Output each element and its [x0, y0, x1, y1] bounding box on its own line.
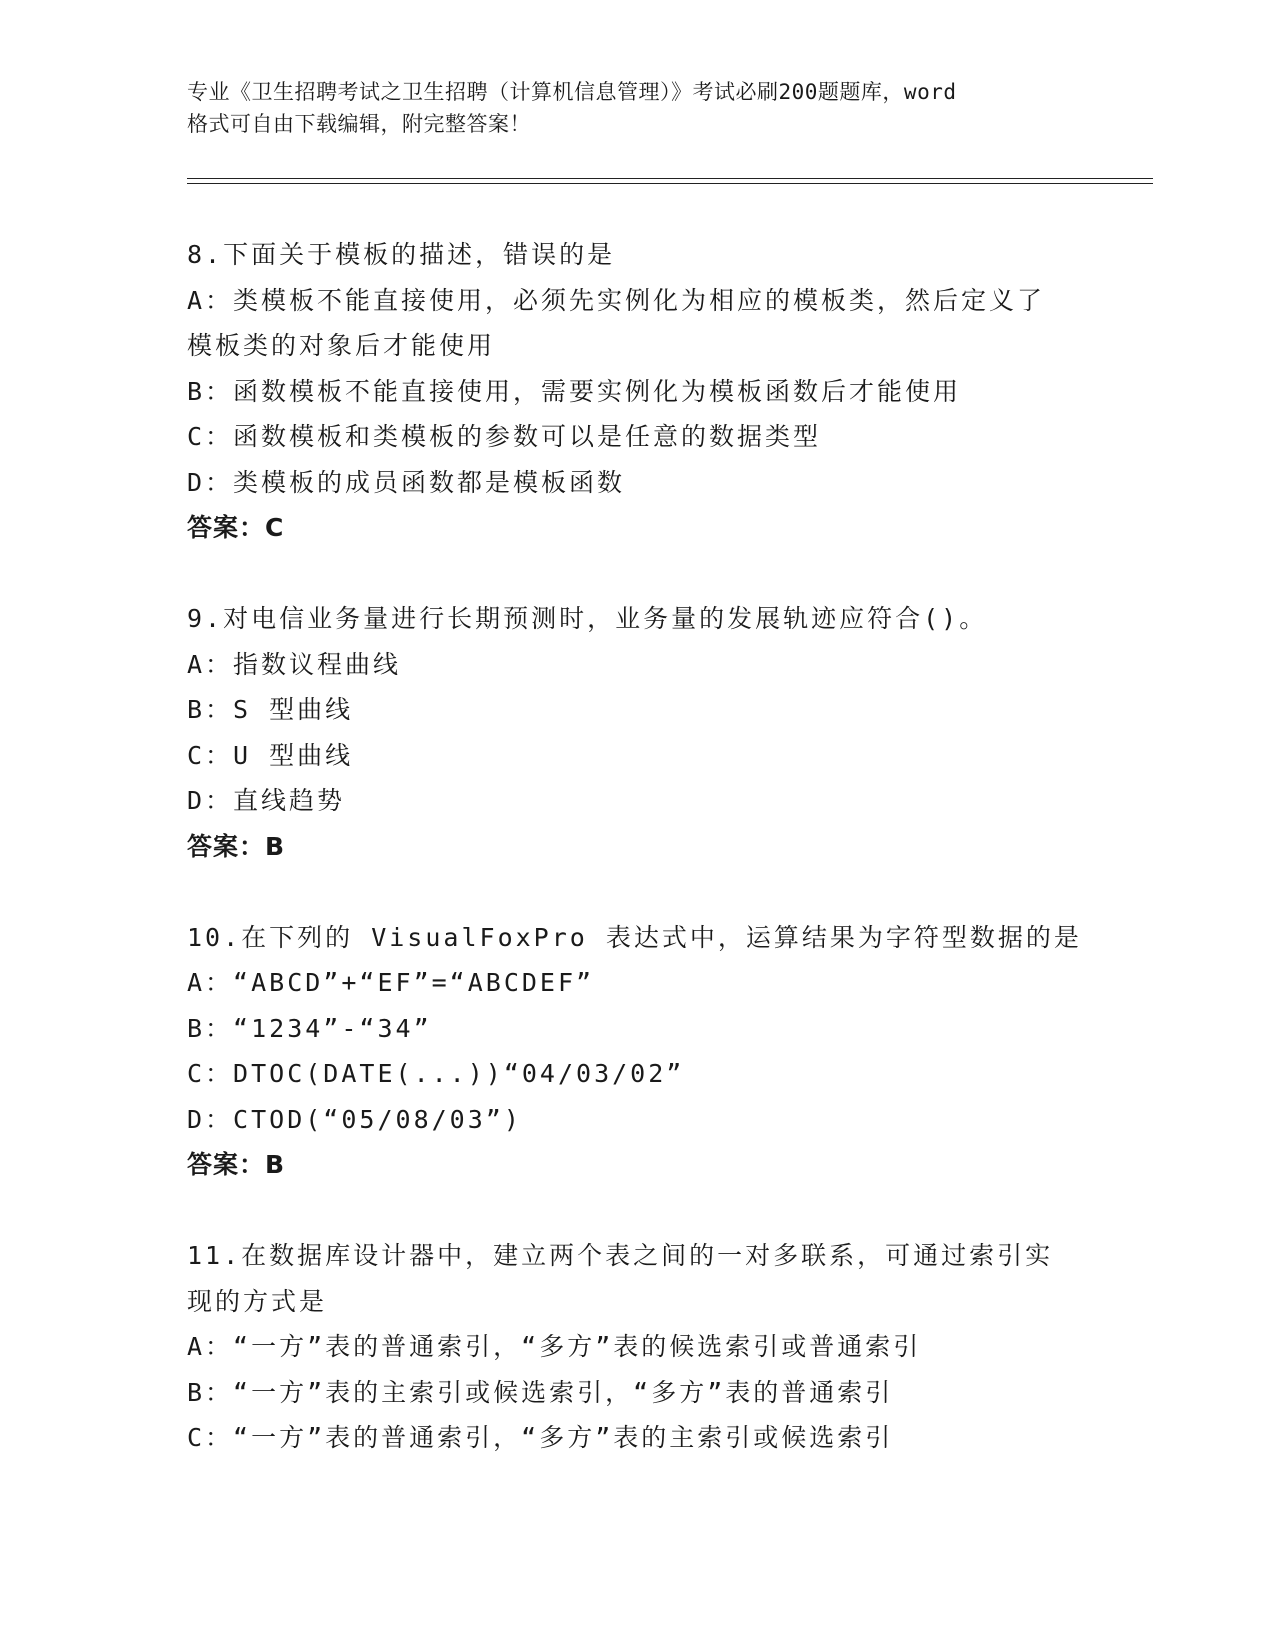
header-divider-top — [187, 178, 1153, 179]
answer-label: 答案：B — [187, 831, 286, 861]
option-a: A：类模板不能直接使用，必须先实例化为相应的模板类，然后定义了 — [187, 285, 1046, 315]
question-list — [187, 232, 1087, 1461]
option-d: D：类模板的成员函数都是模板函数 — [187, 467, 626, 497]
question-item — [187, 232, 1087, 551]
option-b: B：S 型曲线 — [187, 695, 354, 724]
question-spacer — [187, 551, 1087, 597]
option-b: B：“一方”表的主索引或候选索引，“多方”表的普通索引 — [187, 1377, 894, 1407]
question-item — [187, 1233, 1087, 1461]
answer-label: 答案：C — [187, 513, 285, 542]
option-b: B：“1234”-“34” — [187, 1013, 432, 1043]
question-stem: 8.下面关于模板的描述，错误的是 — [187, 240, 616, 269]
question-stem: 11.在数据库设计器中，建立两个表之间的一对多联系，可通过索引实 — [187, 1241, 1054, 1270]
header-title-line2: 格式可自由下载编辑，附完整答案！ — [187, 112, 531, 136]
option-b: B：函数模板不能直接使用，需要实例化为模板函数后才能使用 — [187, 376, 962, 406]
option-a-continued: 模板类的对象后才能使用 — [187, 331, 496, 360]
question-item — [187, 596, 1087, 869]
option-a: A：指数议程曲线 — [187, 649, 402, 679]
option-c: C：函数模板和类模板的参数可以是任意的数据类型 — [187, 422, 822, 451]
option-c: C：“一方”表的普通索引，“多方”表的主索引或候选索引 — [187, 1423, 894, 1452]
option-a: A：“一方”表的普通索引，“多方”表的候选索引或普通索引 — [187, 1332, 922, 1361]
header-divider-bottom — [187, 183, 1153, 184]
document-header — [187, 76, 1087, 140]
option-c: C：U 型曲线 — [187, 740, 354, 770]
question-item — [187, 915, 1087, 1188]
option-d: D：直线趋势 — [187, 786, 346, 815]
question-stem: 10.在下列的 VisualFoxPro 表达式中，运算结果为字符型数据的是 — [187, 922, 1082, 952]
option-d: D：CTOD(“05/08/03”) — [187, 1104, 522, 1134]
question-stem: 9.对电信业务量进行长期预测时，业务量的发展轨迹应符合()。 — [187, 604, 988, 633]
question-stem-continued: 现的方式是 — [187, 1286, 328, 1316]
header-title-line1: 专业《卫生招聘考试之卫生招聘（计算机信息管理）》考试必刷200题题库，word — [187, 80, 957, 104]
question-spacer — [187, 1188, 1087, 1234]
option-c: C：DTOC(DATE(...))“04/03/02” — [187, 1059, 685, 1088]
option-a: A：“ABCD”+“EF”=“ABCDEF” — [187, 968, 595, 997]
answer-label: 答案：B — [187, 1150, 286, 1179]
question-spacer — [187, 869, 1087, 915]
